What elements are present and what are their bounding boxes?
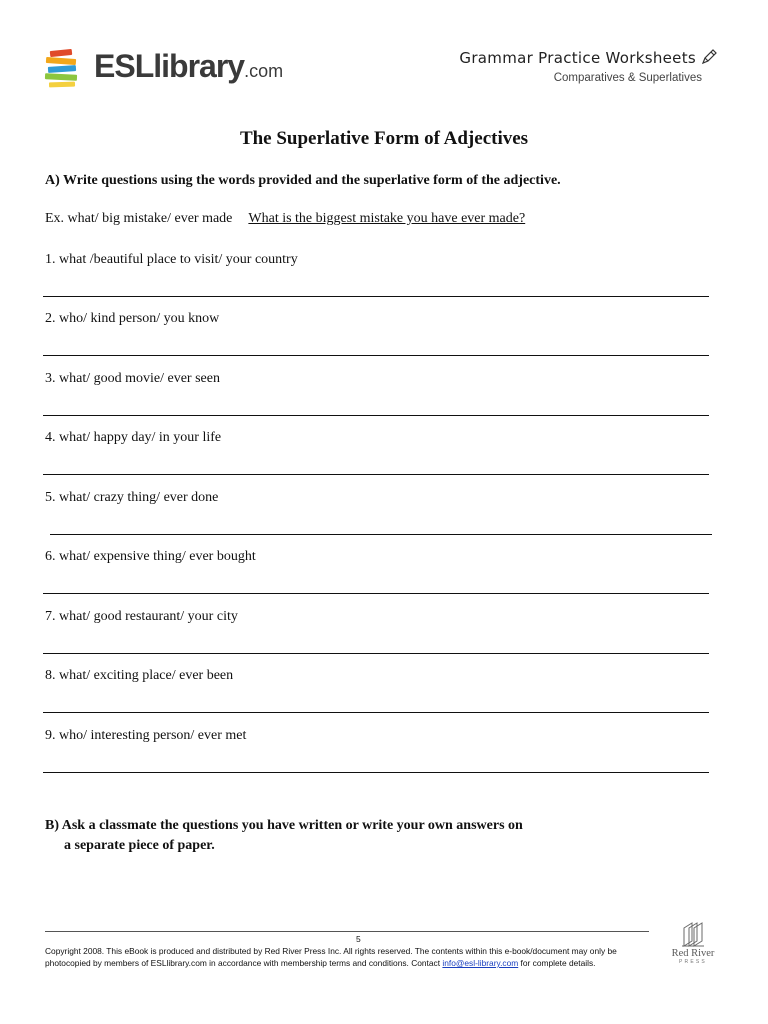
answer-line[interactable] [43, 593, 709, 594]
question-text: 5. what/ crazy thing/ ever done [45, 490, 219, 505]
answer-line[interactable] [50, 534, 712, 535]
question-text: 9. who/ interesting person/ ever met [45, 728, 247, 743]
logo-dotcom: .com [244, 61, 284, 81]
logo-wordmark [94, 48, 283, 89]
question-text: 7. what/ good restaurant/ your city [45, 609, 238, 624]
answer-line[interactable] [43, 653, 709, 654]
example-prompt: Ex. what/ big mistake/ ever made [45, 211, 233, 226]
answer-line[interactable] [43, 474, 709, 475]
copyright-notice [45, 945, 665, 969]
copyright-line-2b: for complete details. [518, 958, 596, 968]
copyright-line-1: Copyright 2008. This eBook is produced and distributed by Red River Press Inc. All rights reserved. The contents within this e-book/document may only be [45, 946, 617, 956]
copyright-line-2a: photocopied by members of ESLlibrary.com in accordance with membership terms and conditions. Contact [45, 958, 443, 968]
question-text: 1. what /beautiful place to visit/ your country [45, 252, 298, 267]
answer-line[interactable] [43, 355, 709, 356]
series-title [459, 48, 718, 67]
section-b-line-2: a separate piece of paper. [64, 838, 215, 853]
contact-email-link[interactable]: info@esl-library.com [442, 958, 519, 968]
example-answer: What is the biggest mistake you have ever made? [248, 211, 526, 226]
question-text: 8. what/ exciting place/ ever been [45, 668, 234, 683]
section-b-line-1: B) Ask a classmate the questions you have written or write your own answers on [45, 818, 523, 833]
section-a-instruction: A) Write questions using the words provided and the superlative form of the adjective. [45, 173, 561, 188]
pencil-icon [700, 48, 718, 66]
esl-library-logo [44, 42, 284, 94]
logo-library: library [153, 48, 245, 84]
question-text: 4. what/ happy day/ in your life [45, 430, 222, 445]
book-stack-icon [678, 920, 708, 948]
stacked-books-icon [44, 44, 90, 90]
series-subtitle: Comparatives & Superlatives [553, 72, 702, 84]
question-text: 3. what/ good movie/ ever seen [45, 371, 220, 386]
answer-line[interactable] [43, 415, 709, 416]
page-number: 5 [356, 934, 361, 944]
page-title: The Superlative Form of Adjectives [239, 128, 529, 149]
publisher-subtitle: PRESS [679, 959, 707, 965]
answer-line[interactable] [43, 772, 709, 773]
example-line [45, 211, 525, 227]
logo-esl: ESL [94, 48, 154, 84]
answer-line[interactable] [43, 296, 709, 297]
question-text: 2. who/ kind person/ you know [45, 311, 220, 326]
footer-divider [45, 931, 649, 932]
red-river-press-logo [664, 920, 722, 972]
series-title-text: Grammar Practice Worksheets [459, 49, 696, 67]
answer-line[interactable] [43, 712, 709, 713]
section-b-instruction [45, 816, 523, 856]
question-text: 6. what/ expensive thing/ ever bought [45, 549, 256, 564]
publisher-name: Red River [671, 948, 715, 959]
